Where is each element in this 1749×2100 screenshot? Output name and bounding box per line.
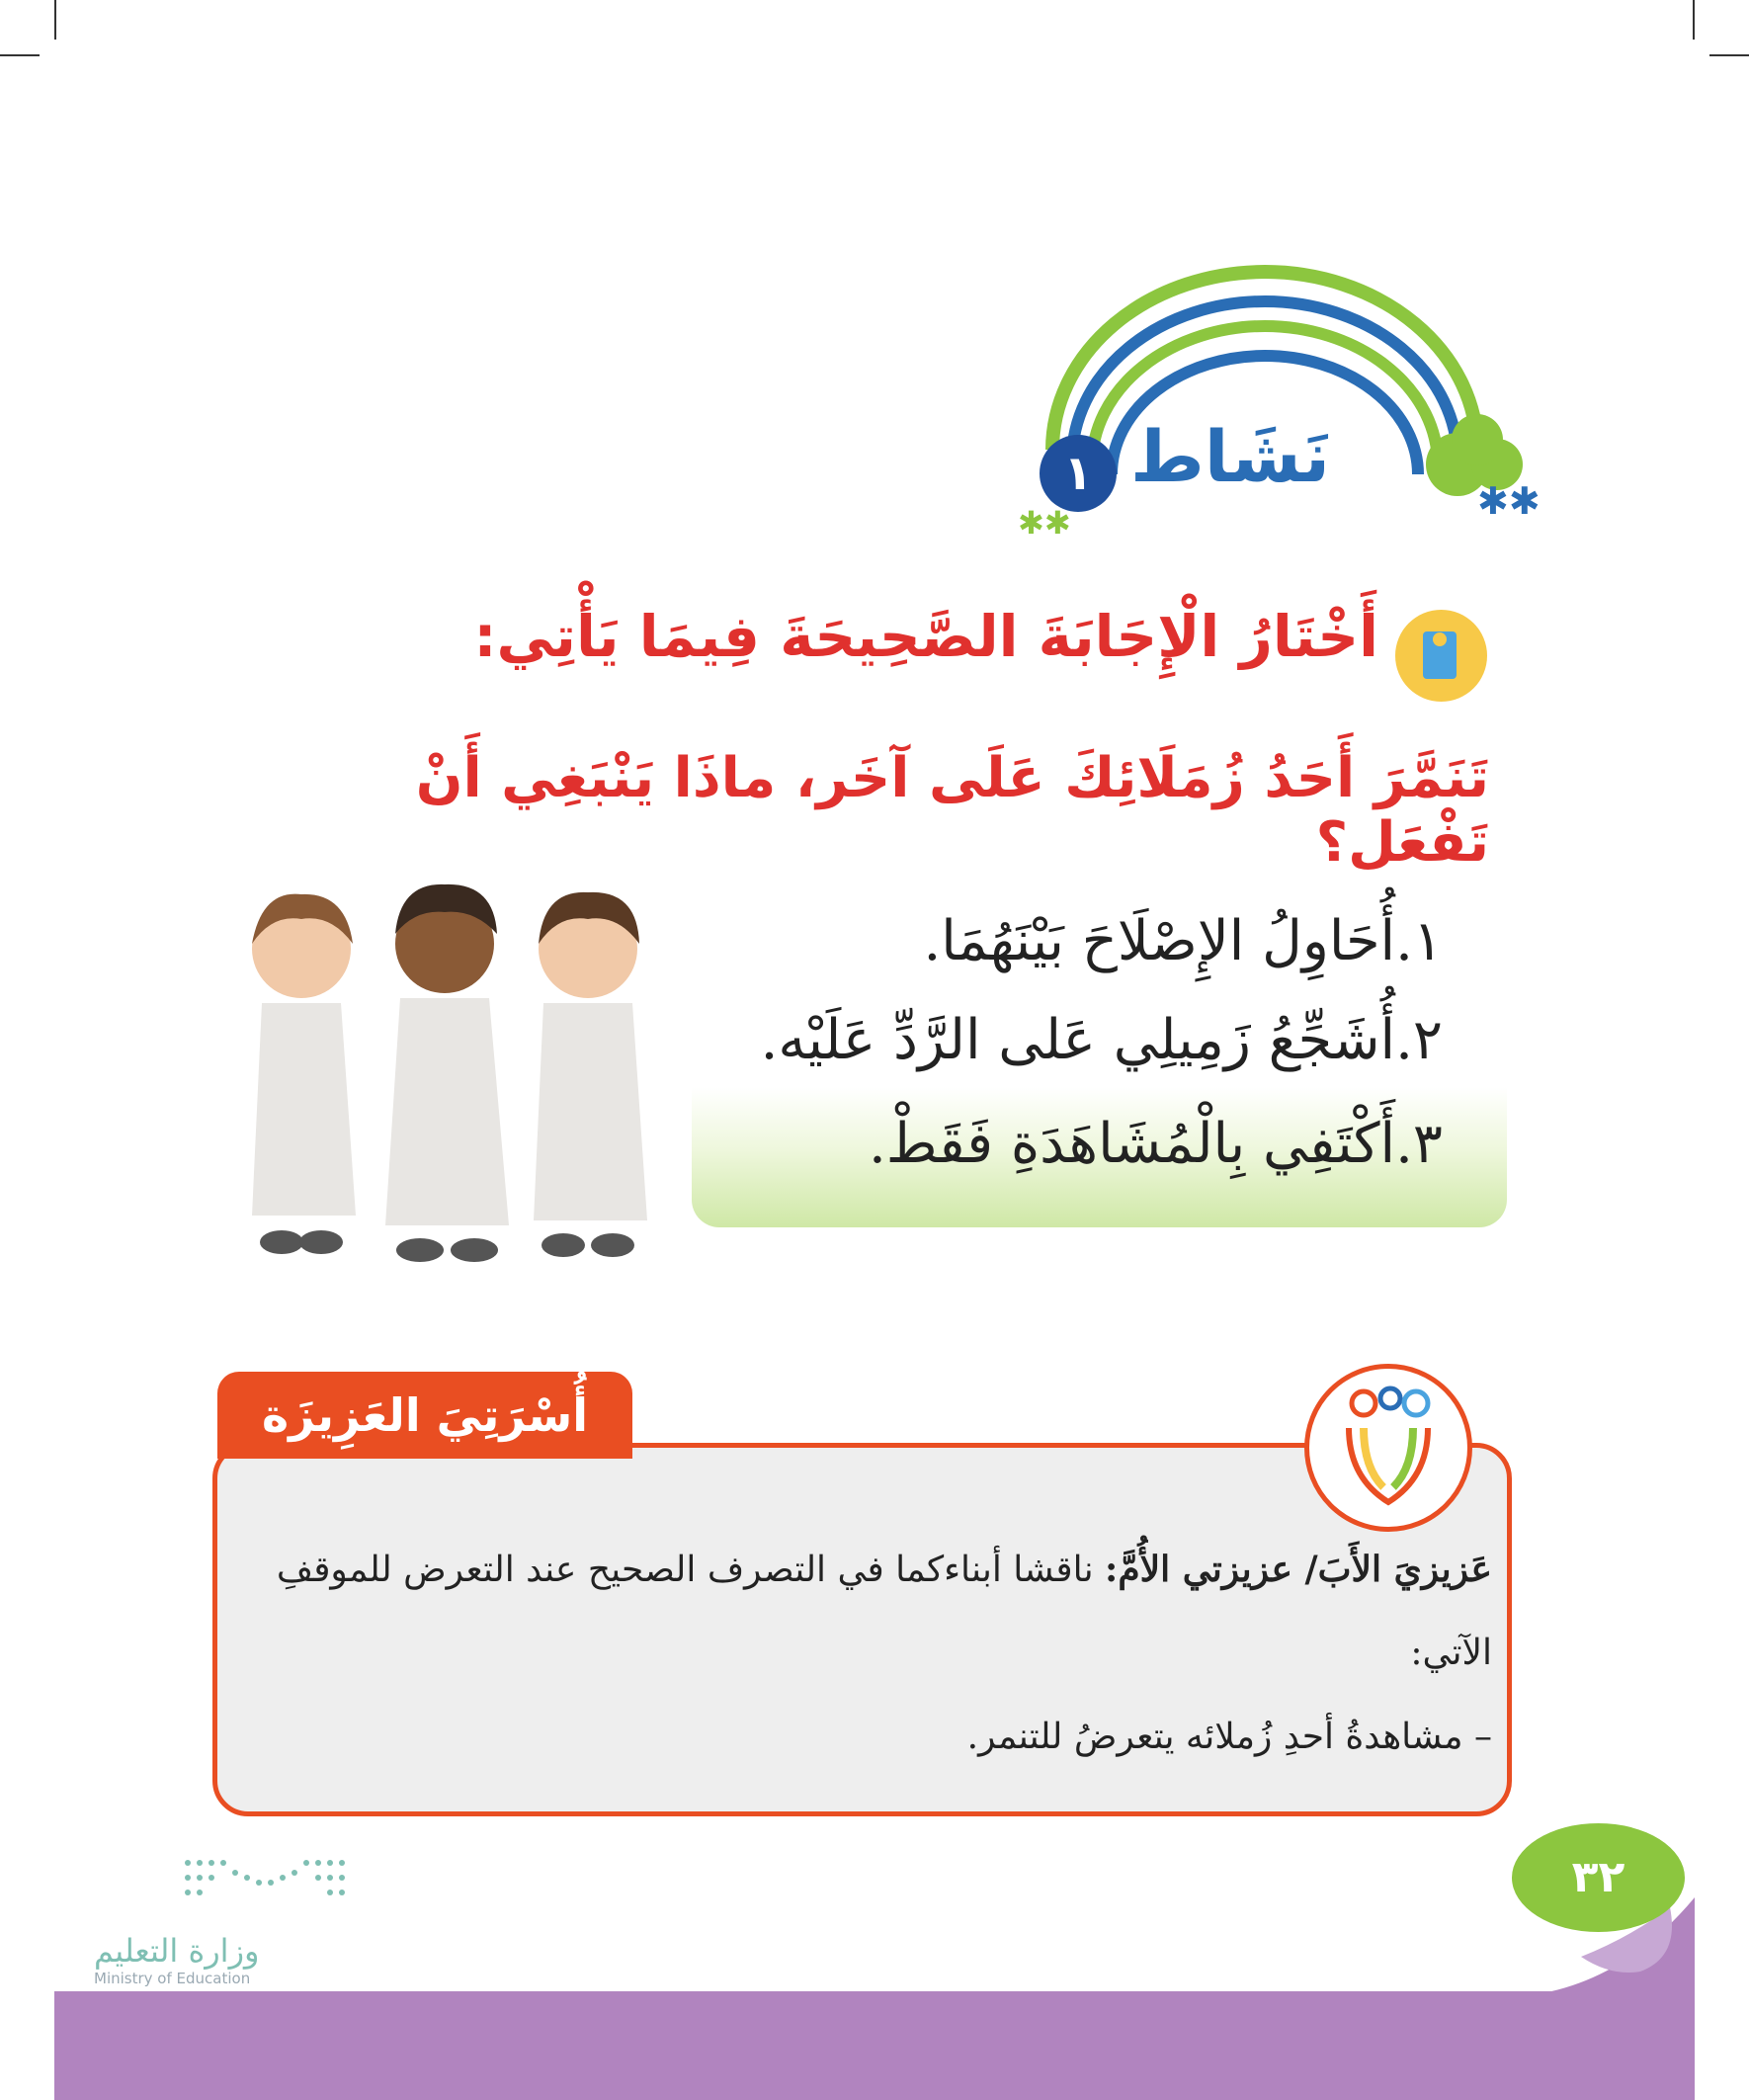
page-number: ٣٢ — [1512, 1823, 1685, 1932]
family-greeting: عَزيزيَ الأَبَ/ عزيزتي الأُمَّ: — [1105, 1549, 1492, 1590]
family-icon — [1304, 1364, 1472, 1532]
bottom-purple-band — [54, 1991, 1695, 2100]
question-text: تَنَمَّرَ أَحَدُ زُمَلَائِكَ عَلَى آخَر، ماذَا يَنْبَغِي أَنْ تَفْعَل؟ — [415, 746, 1489, 875]
svg-text:✱✱: ✱✱ — [1018, 504, 1071, 542]
activity-number-badge: ١ — [1040, 435, 1117, 512]
instruction-heading: أَخْتَارُ الْإِجَابَةَ الصَّحِيحَةَ فِيمَا يَأْتِي: — [473, 603, 1378, 670]
ministry-name-en: Ministry of Education — [94, 1970, 251, 1987]
family-note-line-3: – مشاهدةُ أحدِ زُملائه يتعرضُ للتنمر. — [966, 1717, 1492, 1757]
option-1[interactable]: ١.أُحَاوِلُ الإِصْلَاحَ بَيْنَهُمَا. — [923, 909, 1443, 973]
ministry-logo-icon — [178, 1853, 356, 1902]
activity-title: نَشَاط — [1129, 415, 1331, 498]
three-boys-illustration — [222, 875, 682, 1265]
crop-mark — [0, 54, 40, 56]
ministry-name — [94, 1932, 292, 1987]
svg-text:✱✱: ✱✱ — [1477, 479, 1541, 523]
crop-mark — [1693, 0, 1695, 40]
crop-mark — [1709, 54, 1749, 56]
family-line-1-text: ناقشا أبناءكما في التصرف الصحيح عند التعرض للموقفِ — [276, 1550, 1094, 1590]
option-2[interactable]: ٢.أُشَجِّعُ زَمِيلِي عَلى الرَّدِّ عَلَيْه. — [760, 1008, 1443, 1072]
family-note-line-2: الآتي: — [1410, 1633, 1492, 1673]
ministry-name-ar: وزارة التعليم — [94, 1932, 260, 1970]
puzzle-icon — [1395, 610, 1487, 702]
family-note-line-1 — [237, 1549, 1492, 1590]
family-section-tab: أُسْرَتِيَ العَزِيزَة — [217, 1372, 632, 1459]
option-3[interactable]: ٣.أَكْتَفِي بِالْمُشَاهَدَةِ فَقَطْ. — [868, 1112, 1443, 1176]
crop-mark — [54, 0, 56, 40]
